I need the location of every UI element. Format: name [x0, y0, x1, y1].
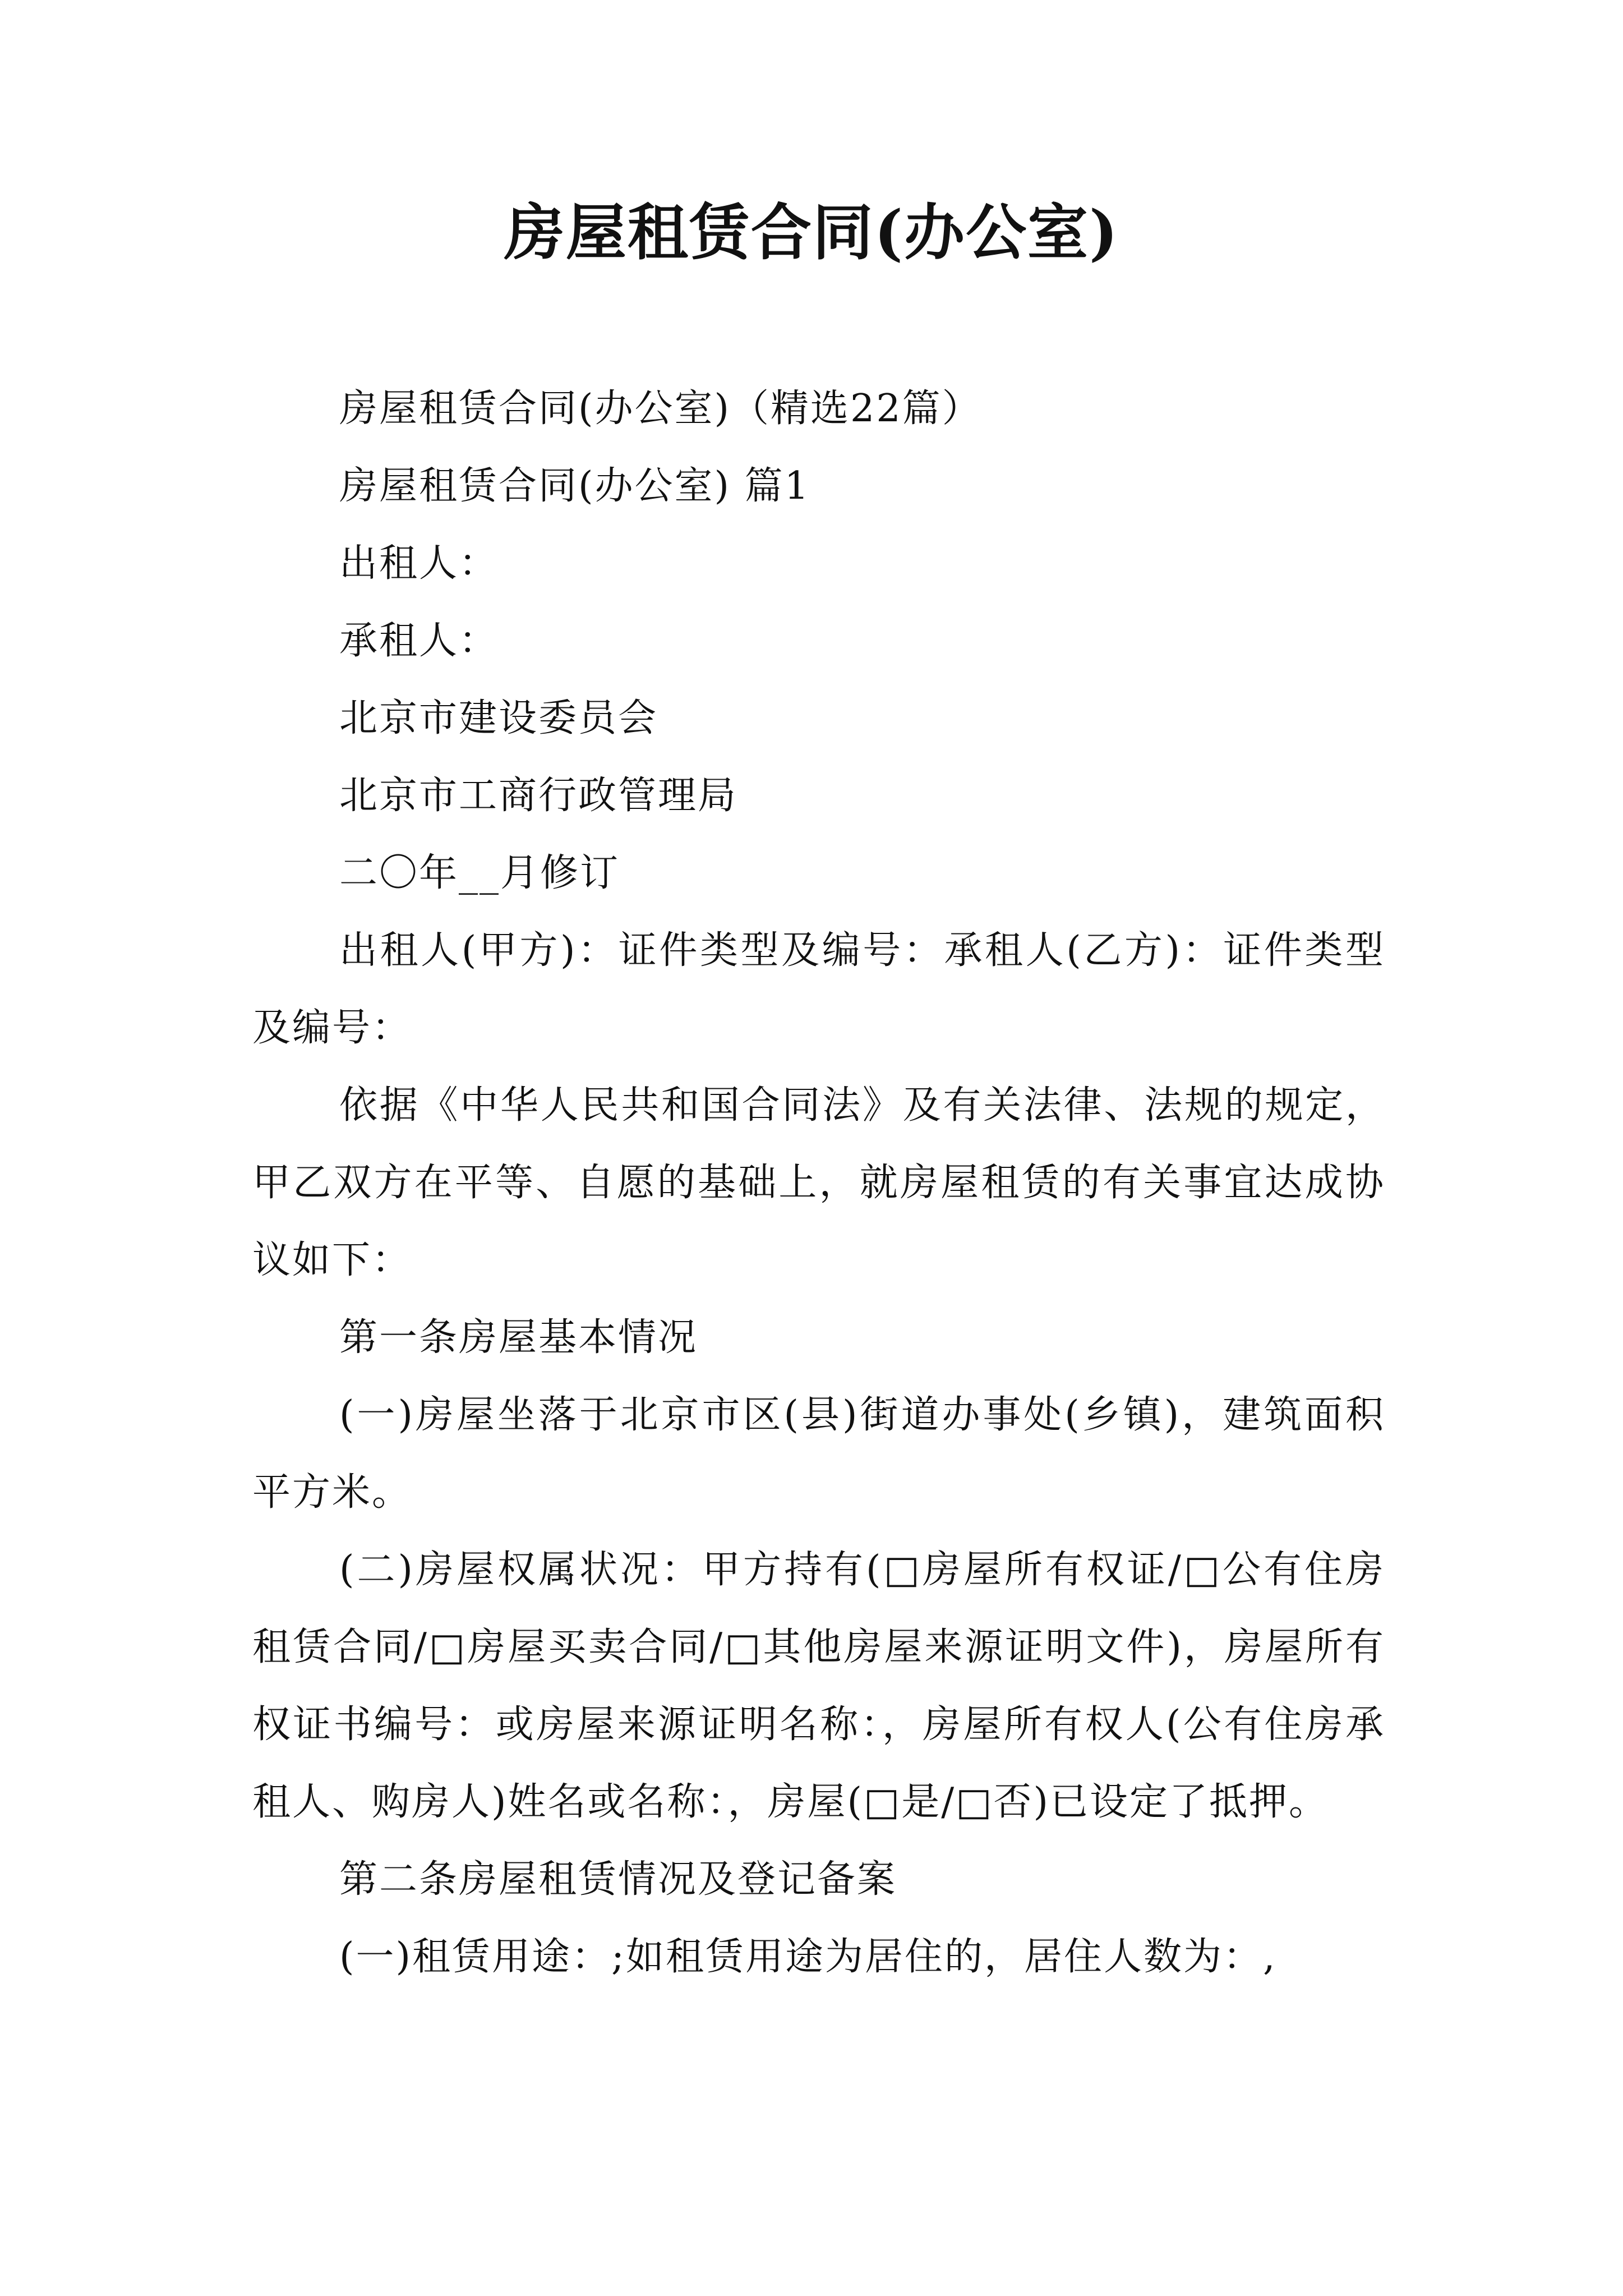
paragraph-article-1-item-2: (二)房屋权属状况：甲方持有(□房屋所有权证/□公有住房租赁合同/□房屋买卖合同/□其他房屋来源证明文件)，房屋所有权证书编号：或房屋来源证明名称：，房屋所有权人(公有住房承租人、购房人)姓名或名称：，房屋(□是/□否)已设定了抵押。 [252, 1548, 1385, 1824]
paragraph-article-1-item-1: (一)房屋坐落于北京市区(县)街道办事处(乡镇)，建筑面积平方米。 [252, 1393, 1385, 1515]
document-title: 房屋租赁合同(办公室) [504, 197, 1119, 268]
paragraph-issuer-industry-commerce-bureau: 北京市工商行政管理局 [339, 774, 738, 818]
paragraph-article-2-item-1: (一)租赁用途：;如租赁用途为居住的，居住人数为：, [339, 1935, 1277, 1979]
paragraph-article-2-heading: 第二条房屋租赁情况及登记备案 [339, 1857, 897, 1902]
paragraph-revision-date: 二〇年__月修订 [339, 851, 620, 895]
paragraph-issuer-construction-commission: 北京市建设委员会 [339, 696, 658, 740]
paragraph-parties-ids: 出租人(甲方)：证件类型及编号：承租人(乙方)：证件类型及编号： [252, 928, 1385, 1050]
paragraph-lessee: 承租人： [339, 619, 499, 663]
paragraph-legal-basis: 依据《中华人民共和国合同法》及有关法律、法规的规定，甲乙双方在平等、自愿的基础上，就房屋租赁的有关事宜达成协议如下： [252, 1083, 1385, 1282]
paragraph-lessor: 出租人： [339, 541, 499, 586]
paragraph-section-title: 房屋租赁合同(办公室) 篇1 [339, 464, 810, 508]
paragraph-article-1-heading: 第一条房屋基本情况 [339, 1315, 698, 1360]
document-body [252, 370, 1385, 1996]
paragraph-collection-title: 房屋租赁合同(办公室)（精选22篇） [339, 386, 982, 431]
